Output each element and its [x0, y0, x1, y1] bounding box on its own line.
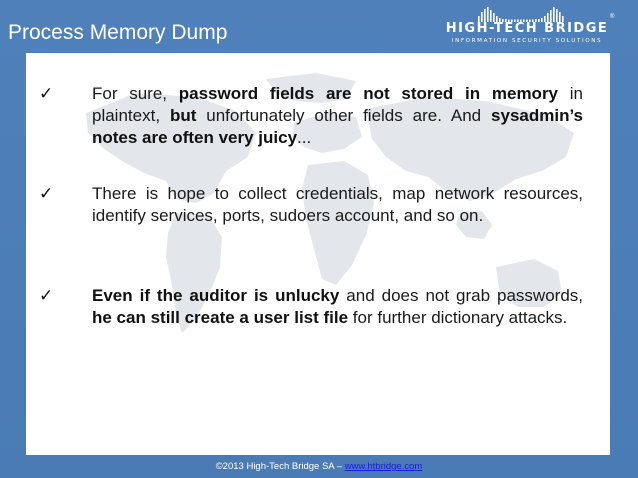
footer-link[interactable]: www.htbridge.com: [344, 461, 423, 472]
footer-copyright: ©2013 High-Tech Bridge SA –: [215, 461, 345, 472]
bold-text: Even if the auditor is unlucky: [92, 286, 340, 305]
text-run: for further dictionary attacks.: [348, 308, 568, 327]
checkmark-icon: ✓: [39, 84, 54, 104]
text-run: There is hope to collect credentials, map network resources, identify services, ports, sudoers account, and so on.: [92, 184, 583, 225]
bold-text: sysadmin’s notes are often very juicy: [92, 106, 584, 147]
text-run: For sure,: [92, 84, 179, 103]
bullet-text-1: [92, 83, 583, 149]
text-run: and does not grab passwords,: [339, 286, 583, 305]
checkmark-icon: ✓: [39, 184, 54, 204]
logo-tagline: INFORMATION SECURITY SOLUTIONS: [451, 38, 603, 44]
logo-bars-icon: [476, 6, 576, 22]
title-bar: [0, 0, 638, 52]
company-logo: [436, 6, 618, 50]
checkmark-icon: ✓: [39, 286, 54, 306]
bullet-text-3: [92, 285, 583, 329]
text-run: ...: [297, 128, 312, 147]
bold-text: but: [169, 106, 197, 125]
bullet-text-2: [92, 183, 583, 227]
registered-mark: ®: [610, 14, 615, 20]
content-panel: [26, 53, 610, 455]
bold-text: password fields are not stored in memory: [178, 84, 559, 103]
logo-name: HIGH-TECH BRIDGE: [445, 21, 609, 36]
bold-text: he can still create a user list file: [92, 308, 349, 327]
slide-title: Process Memory Dump: [8, 21, 228, 44]
text-run: in plaintext,: [92, 84, 583, 125]
footer: [0, 461, 638, 472]
text-run: unfortunately other fields are. And: [196, 106, 492, 125]
